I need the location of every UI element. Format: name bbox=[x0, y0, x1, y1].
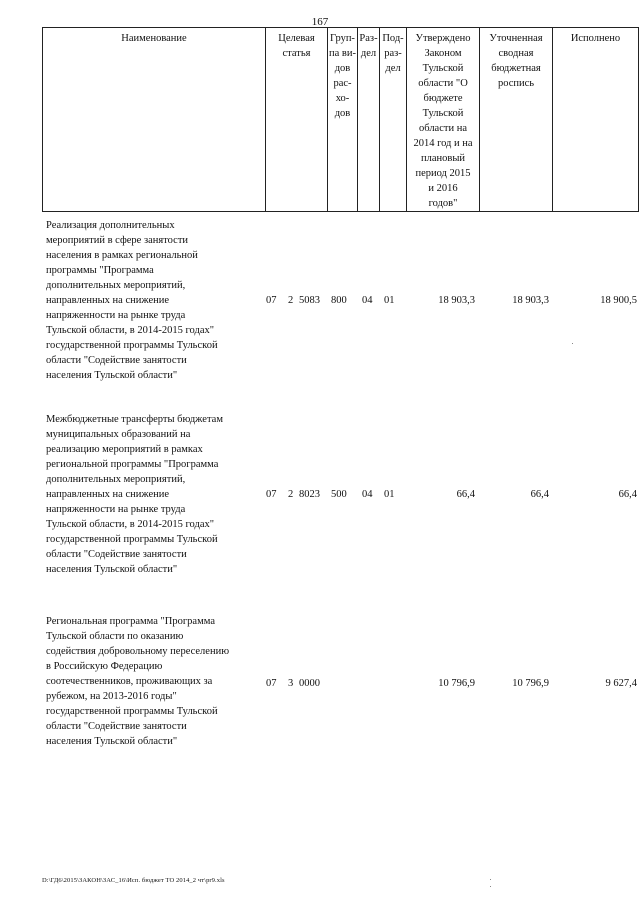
header-target-article: Целевая статья bbox=[265, 28, 327, 211]
page-number: 167 bbox=[311, 16, 329, 28]
row-executed: 9 627,4 bbox=[605, 678, 637, 689]
row-subsection: 01 bbox=[384, 295, 395, 306]
row-refined: 18 903,3 bbox=[512, 295, 549, 306]
row-code-a: 07 bbox=[266, 295, 277, 306]
row-approved: 18 903,3 bbox=[438, 295, 475, 306]
header-expense-group: Груп- па ви- дов рас- хо- дов bbox=[327, 28, 357, 211]
row-code-c: 5083 bbox=[299, 295, 320, 306]
row-executed: 66,4 bbox=[618, 489, 637, 500]
row-group: 800 bbox=[331, 295, 347, 306]
header-section: Раз- дел bbox=[357, 28, 379, 211]
scan-speck bbox=[490, 879, 491, 880]
row-code-b: 3 bbox=[288, 678, 294, 689]
row-name: Межбюджетные трансферты бюджетам муниципальных образований на реализацию мероприятий в рамках региональной программы "Программа дополнительных мероприятий, направленных на снижение напряженности на рынке труда Тульской области, в 2014-2015 годах" государственной программы Тульской области "Содействие занятости населения Тульской области" bbox=[46, 414, 223, 575]
header-approved: Утверждено Законом Тульской области "О бюджете Тульской области на 2014 год и на плановый период 2015 и 2016 годов" bbox=[406, 28, 479, 211]
row-section: 04 bbox=[362, 489, 373, 500]
row-executed: 18 900,5 bbox=[600, 295, 637, 306]
row-code-c: 8023 bbox=[299, 489, 320, 500]
row-approved: 66,4 bbox=[456, 489, 475, 500]
footer-file-path: D:\ГД6\2015\ЗАКОН\ЗАС_16\Исп. бюджет ТО 2014_2 чт\pr9.xls bbox=[42, 877, 225, 884]
table-header bbox=[42, 27, 639, 212]
header-name: Наименование bbox=[121, 33, 187, 44]
row-section: 04 bbox=[362, 295, 373, 306]
header-subsection: Под- раз- дел bbox=[379, 28, 406, 211]
row-name: Реализация дополнительных мероприятий в сфере занятости населения в рамках региональной программы "Программа дополнительных мероприятий, направленных на снижение напряженности на рынке труда Тульской области, в 2014-2015 годах" государственной программы Тульской области "Содействие занятости населения Тульской области" bbox=[46, 220, 218, 381]
row-group: 500 bbox=[331, 489, 347, 500]
header-refined: Уточненная сводная бюджетная роспись bbox=[479, 28, 552, 211]
row-subsection: 01 bbox=[384, 489, 395, 500]
row-code-c: 0000 bbox=[299, 678, 320, 689]
header-executed: Исполнено bbox=[552, 28, 638, 211]
row-refined: 10 796,9 bbox=[512, 678, 549, 689]
row-code-a: 07 bbox=[266, 678, 277, 689]
row-refined: 66,4 bbox=[530, 489, 549, 500]
row-name: Региональная программа "Программа Тульской области по оказанию содействия добровольному переселению в Российскую Федерацию соотечественников, проживающих за рубежом, на 2013-2016 годы" государственной программы Тульской области "Содействие занятости населения Тульской области" bbox=[46, 616, 230, 747]
row-approved: 10 796,9 bbox=[438, 678, 475, 689]
scan-speck bbox=[572, 343, 573, 344]
row-code-b: 2 bbox=[288, 489, 294, 500]
row-code-a: 07 bbox=[266, 489, 277, 500]
scan-speck bbox=[490, 886, 491, 887]
row-code-b: 2 bbox=[288, 295, 294, 306]
